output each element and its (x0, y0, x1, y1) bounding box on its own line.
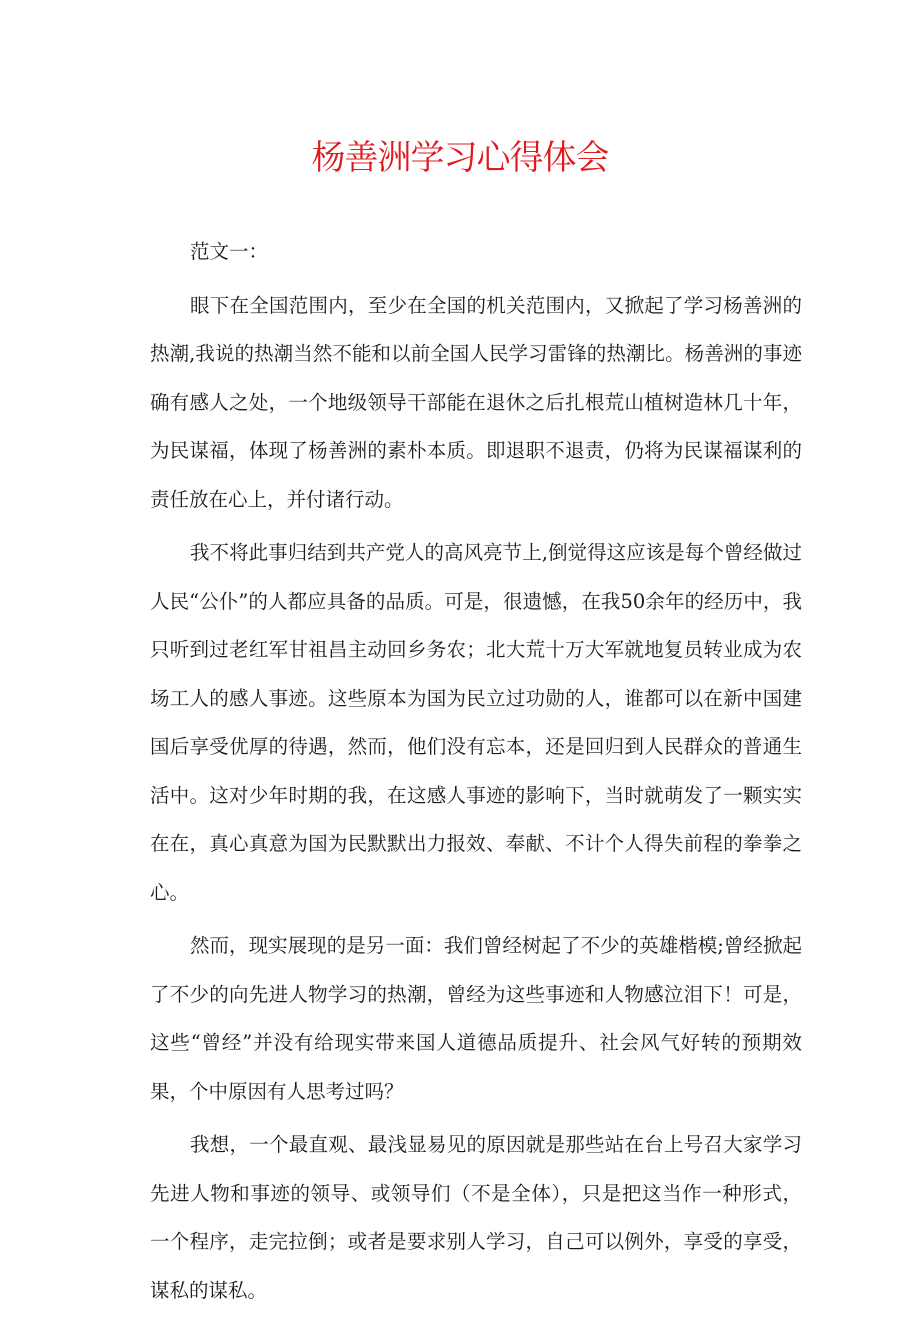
paragraph-3 (150, 922, 802, 1116)
paragraph-2 (150, 529, 802, 917)
paragraph-4 (150, 1121, 802, 1315)
paragraph-1 (150, 282, 802, 525)
paragraph-text: 眼下在全国范围内，至少在全国的机关范围内，又掀起了学习杨善洲的热潮,我说的热潮当然不能和以前全国人民学习雷锋的热潮比。杨善洲的事迹确有感人之处，一个地级领导干部能在退休之后扎根荒山植树造林几十年，为民谋福，体现了杨善洲的素朴本质。即退职不退责，仍将为民谋福谋利的责任放在心上，并付诸行动。 (150, 293, 802, 511)
document-title: 杨善洲学习心得体会 (311, 138, 609, 178)
paragraph-text: 我想，一个最直观、最浅显易见的原因就是那些站在台上号召大家学习先进人物和事迹的领导、或领导们（不是全体），只是把这当作一种形式，一个程序，走完拉倒；或者是要求别人学习，自己可以例外，享受的享受，谋私的谋私。 (150, 1133, 802, 1302)
document-body (150, 228, 802, 1320)
section-heading: 范文一： (190, 240, 269, 263)
paragraph-text: 然而，现实展现的是另一面：我们曾经树起了不少的英雄楷模;曾经掀起了不少的向先进人物学习的热潮，曾经为这些事迹和人物感泣泪下！可是，这些“曾经”并没有给现实带来国人道德品质提升、社会风气好转的预期效果，个中原因有人思考过吗？ (150, 934, 802, 1103)
paragraph-text: 我不将此事归结到共产党人的高风亮节上,倒觉得这应该是每个曾经做过人民“公仆”的人都应具备的品质。可是，很遗憾，在我50余年的经历中，我只听到过老红军甘祖昌主动回乡务农；北大荒十万大军就地复员转业成为农场工人的感人事迹。这些原本为国为民立过功勋的人，谁都可以在新中国建国后享受优厚的待遇，然而，他们没有忘本，还是回归到人民群众的普通生活中。这对少年时期的我，在这感人事迹的影响下，当时就萌发了一颗实实在在，真心真意为国为民默默出力报效、奉献、不计个人得失前程的拳拳之心。 (150, 541, 802, 904)
